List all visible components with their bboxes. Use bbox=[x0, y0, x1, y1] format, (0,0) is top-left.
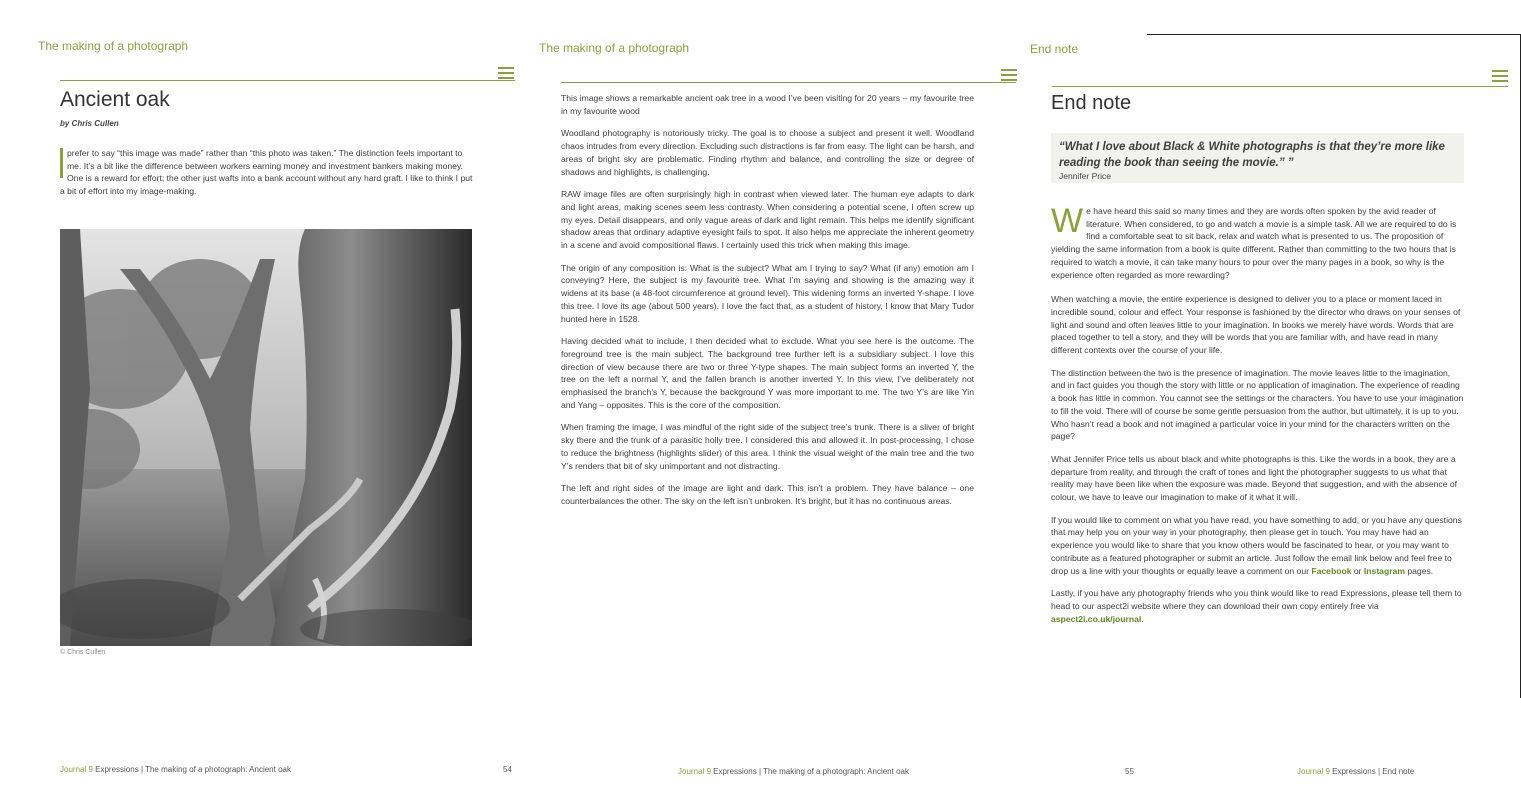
page2-body bbox=[561, 92, 974, 518]
page2-footer bbox=[678, 767, 909, 776]
page2-paragraph: RAW image files are often surprisingly high in contrast when viewed later. The human eye adapts to dark and light areas, making scenes seem less contrasty. When considering a potential scene, I often screw up my eyes. Detail disappears, and only vague areas of dark and light remain. This helps me identify significant shadow areas that ordinary adaptive eyesight fails to spot. It also helps me appreciate the inherent geometry in a scene and avoid compositional flaws. I certainly used this trick when making this image. bbox=[561, 189, 974, 251]
page1-intro-marker bbox=[60, 148, 63, 178]
page1-byline: by Chris Cullen bbox=[60, 119, 119, 128]
menu-icon[interactable] bbox=[498, 67, 514, 79]
page2-footer-text: Expressions | The making of a photograph: Ancient oak bbox=[710, 767, 909, 776]
page2-paragraph: The origin of any composition is: What is the subject? What am I trying to say? What (if any) emotion am I conveying? Here, the subject is my favourite tree. What I’m saying and showing is the amazing way it widens at its base (a 48-foot circumference at ground level). This widening forms an inverted Y-shape. I love this tree. I love its age (about 500 years). I love the fact that, as a student of history, I know that Mary Tudor hunted here in 1528. bbox=[561, 262, 974, 324]
or-text: or bbox=[1351, 565, 1364, 576]
quote-text: “What I love about Black & White photographs is that they’re more like reading the book than seeing the movie.” ” bbox=[1059, 141, 1445, 169]
menu-icon[interactable] bbox=[1001, 69, 1017, 81]
page1-intro-text: prefer to say “this image was made” rather than “this photo was taken.” The distinction feels important to me. It’s a bit like the difference between workers earning money and investment bankers making money. One is a reward for effort; the other just wafts into a bank account without any hard graft. I like to think I put a bit of effort into my image-making. bbox=[60, 148, 473, 197]
page3-dropcap: W bbox=[1051, 202, 1084, 240]
page1-title: Ancient oak bbox=[60, 88, 170, 111]
page1-header-rule bbox=[60, 80, 515, 81]
page2-section-label: The making of a photograph bbox=[539, 41, 690, 55]
facebook-link[interactable]: Facebook bbox=[1311, 565, 1352, 576]
page2-paragraph: Woodland photography is notoriously tricky. The goal is to choose a subject and present it well. Woodland chaos intrudes from every direction. Excluding such distractions is far from easy. The light can be harsh, and areas of bright sky are problematic. Finding rhythm and balance, and controlling the size or degree of shadows and highlights, is challenging. bbox=[561, 128, 974, 177]
page1-footer bbox=[60, 765, 291, 774]
pages-text: pages. bbox=[1404, 565, 1434, 576]
photo-caption: © Chris Cullen bbox=[60, 649, 106, 656]
page3-paragraph: When watching a movie, the entire experience is designed to deliver you to a place or moment laced in incredible sound, colour and effect. Your response is fashioned by the director who draws on your senses of light and sound and often leaves little to your imagination. In books we merely have words. Words that are placed together to tell a story, and they will be words that you are familiar with, and have read in many different contexts over the course of your life. bbox=[1051, 294, 1461, 356]
page3-last-paragraph bbox=[1051, 587, 1464, 625]
page1-section-label: The making of a photograph bbox=[38, 39, 189, 53]
page3-paragraph: The distinction between the two is the presence of imagination. The movie leaves little to the imagination, and in fact guides you though the story with little or no application of imagination. The experience of reading a book has little in common. You cannot see the settings or the characters. You have to use your imagination to fill the void. There will of course be some gentle persuasion from the author, but ultimately, it is up to you. Who hasn’t read a book and not imagined a particular voice in your mind for the characters written on the page? bbox=[1051, 367, 1464, 442]
page2-paragraph: This image shows a remarkable ancient oak tree in a wood I’ve been visiting for 20 years – my favourite tree in my favourite wood bbox=[561, 93, 974, 116]
page3-footer bbox=[1297, 767, 1414, 776]
page1-intro bbox=[60, 147, 474, 198]
page2-paragraph: Having decided what to include, I then decided what to exclude. What you see here is the outcome. The foreground tree is the main subject. The background tree further left is a subsidiary subject. I love this direction of view because there are two or three Y-type shapes. The main subject forms an inverted Y, the tree on the left a normal Y, and the fallen branch is another inverted Y. In this view, I’ve deliberately not emphasised the branch’s Y, because the background Y was more important to me. The two Y’s are like Yin and Yang – opposites. This is the core of the composition. bbox=[561, 336, 974, 410]
page3-footer-journal: Journal 9 bbox=[1297, 767, 1330, 776]
quote-author: Jennifer Price bbox=[1059, 171, 1111, 181]
page3-intro-paragraph bbox=[1051, 202, 1464, 281]
page1-page-number: 54 bbox=[503, 765, 512, 774]
page3-contact-text: If you would like to comment on what you have read, you have something to add, or you have any questions that may help you on your way in your photography, then please get in touch. You may have had an experience you would like to share that you know others would be fascinated to hear, or you may want to contribute as a featured photographer or submit an article. Just follow the email link below and feel free to drop us a line with your thoughts or equally leave a comment on our bbox=[1051, 514, 1462, 576]
quote-box bbox=[1051, 133, 1464, 183]
page2-paragraph: The left and right sides of the image are light and dark. This isn’t a problem. They have balance – one counterbalances the other. The sky on the left isn’t unbroken. It’s bright, but it has no continuous areas. bbox=[561, 483, 974, 506]
page3-header-rule bbox=[1052, 86, 1508, 87]
page1-footer-text: Expressions | The making of a photograph: Ancient oak bbox=[92, 765, 291, 774]
page3-last-text: Lastly, if you have any photography friends who you think would like to read Expressions, please tell them to head to our aspect2i website where they can download their own copy entirely free via bbox=[1051, 588, 1462, 611]
page3-section-label: End note bbox=[1030, 42, 1079, 56]
page3-body bbox=[1051, 202, 1464, 635]
page3-footer-text: Expressions | End note bbox=[1329, 767, 1415, 776]
instagram-link[interactable]: Instagram bbox=[1363, 565, 1405, 576]
page2-footer-journal: Journal 9 bbox=[678, 767, 711, 776]
ancient-oak-photo bbox=[60, 229, 472, 646]
page3-intro-text: e have heard this said so many times and they are words often spoken by the avid reader of literature. When considered, to go and watch a movie is a simple task. All we are required to do is find a comfortable seat to sit back, relax and watch what is presented to us. The proposition of yielding the same information from a book is quite different. Rather than committing to the two hours that is required to watch a movie, it can take many hours to pour over the many pages in a book, so why is the experience often regarded as more rewarding? bbox=[1051, 206, 1457, 280]
page1-footer-journal: Journal 9 bbox=[60, 765, 93, 774]
page2-page-number: 55 bbox=[1125, 767, 1134, 776]
page3-paragraph: What Jennifer Price tells us about black and white photographs is this. Like the words in a book, they are a departure from reality, and through the craft of tones and light the photographer suggests to us what that reality may have been like when the exposure was made. Beyond that suggestion, and with the absence of colour, we have to leave our imagination to make of it what it will. bbox=[1051, 453, 1458, 503]
site-link[interactable]: aspect2i.co.uk/journal bbox=[1051, 613, 1142, 624]
menu-icon[interactable] bbox=[1492, 70, 1508, 82]
page3-title: End note bbox=[1051, 92, 1132, 114]
page3-contact-paragraph bbox=[1051, 514, 1464, 578]
page3-last-end: . bbox=[1141, 613, 1144, 624]
page2-header-rule bbox=[561, 82, 1016, 83]
page2-paragraph: When framing the image, I was mindful of the right side of the subject tree’s trunk. There is a sliver of bright sky there and the trunk of a parasitic holly tree. I considered this and allowed it. In post-processing, I chose to reduce the brightness (highlights slider) of this area. I think the visual weight of the main tree and the two Y’s renders that bit of sky unimportant and not distracting. bbox=[561, 422, 974, 471]
